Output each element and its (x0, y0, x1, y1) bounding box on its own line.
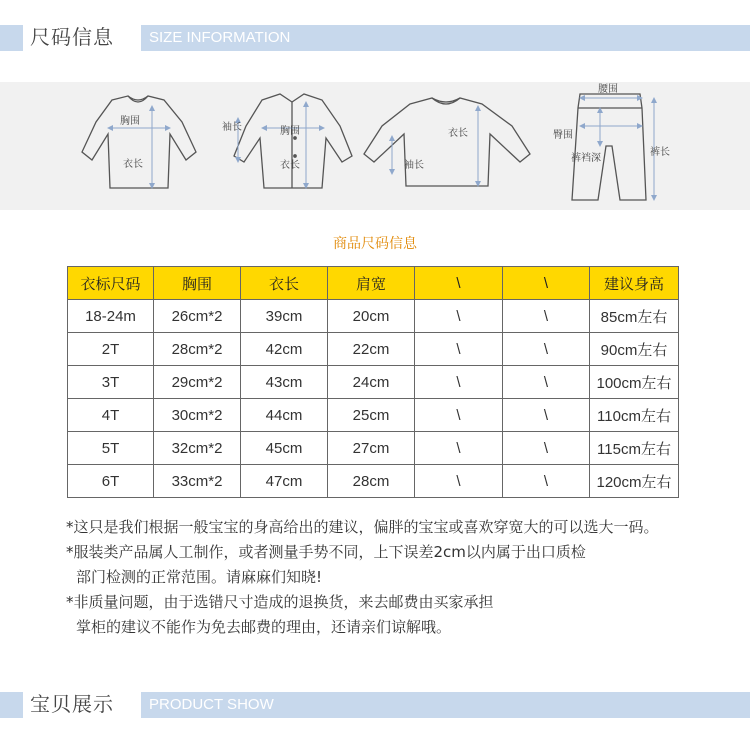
table-cell: 25cm (328, 399, 415, 432)
table-cell: 47cm (241, 465, 328, 498)
table-cell: 2T (68, 333, 154, 366)
table-title: 商品尺码信息 (333, 236, 417, 252)
section-title-cn: 尺码信息 (30, 25, 114, 49)
table-row (68, 366, 679, 399)
col-header: 胸围 (154, 267, 241, 300)
table-cell: 33cm*2 (154, 465, 241, 498)
col-header: \ (415, 267, 503, 300)
label-length-3: 衣长 (448, 128, 468, 139)
table-cell: 26cm*2 (154, 300, 241, 333)
table-cell: \ (503, 366, 590, 399)
table-cell: 4T (68, 399, 154, 432)
table-cell: \ (503, 300, 590, 333)
label-sleeve-3: 袖长 (404, 160, 424, 171)
table-cell: 28cm*2 (154, 333, 241, 366)
table-cell: 110cm左右 (590, 399, 679, 432)
table-cell: 90cm左右 (590, 333, 679, 366)
note-line: 部门检测的正常范围。请麻麻们知晓! (76, 568, 323, 586)
table-cell: 85cm左右 (590, 300, 679, 333)
table-cell: \ (415, 432, 503, 465)
table-cell: \ (503, 333, 590, 366)
label-pants-length: 裤长 (650, 147, 670, 158)
size-table (67, 266, 679, 498)
table-cell: 20cm (328, 300, 415, 333)
table-cell: 32cm*2 (154, 432, 241, 465)
table-row (68, 432, 679, 465)
label-length-2: 衣长 (280, 160, 300, 171)
table-cell: 27cm (328, 432, 415, 465)
table-cell: 18-24m (68, 300, 154, 333)
measurement-illustrations (0, 82, 750, 210)
table-cell: 3T (68, 366, 154, 399)
table-cell: 22cm (328, 333, 415, 366)
table-cell: \ (415, 333, 503, 366)
header-title-bar (141, 692, 750, 718)
table-cell: 30cm*2 (154, 399, 241, 432)
table-cell: \ (415, 465, 503, 498)
table-cell: 43cm (241, 366, 328, 399)
size-notes (66, 515, 746, 640)
table-cell: 28cm (328, 465, 415, 498)
table-cell: 42cm (241, 333, 328, 366)
section-title-en: PRODUCT SHOW (149, 696, 274, 713)
tshirt-diagram (82, 96, 196, 188)
section-header-product-show (0, 692, 750, 718)
table-cell: \ (503, 432, 590, 465)
table-cell: \ (415, 399, 503, 432)
table-cell: 39cm (241, 300, 328, 333)
table-cell: 120cm左右 (590, 465, 679, 498)
label-chest-2: 胸围 (280, 126, 300, 137)
label-waist: 腰围 (598, 84, 618, 95)
table-cell: 44cm (241, 399, 328, 432)
table-row (68, 399, 679, 432)
note-line: *这只是我们根据一般宝宝的身高给出的建议，偏胖的宝宝或喜欢穿宽大的可以选大一码。 (66, 518, 659, 536)
label-length-1: 衣长 (123, 159, 143, 170)
label-rise: 裤裆深 (571, 153, 601, 164)
table-cell: 24cm (328, 366, 415, 399)
note-line: 掌柜的建议不能作为免去邮费的理由，还请亲们谅解哦。 (76, 618, 452, 636)
pants-diagram (572, 94, 654, 200)
section-header-size-info (0, 25, 750, 51)
label-sleeve-2: 袖长 (222, 122, 242, 133)
table-cell: 5T (68, 432, 154, 465)
shirt-diagram (234, 94, 352, 188)
table-header-row (68, 267, 679, 300)
label-chest-1: 胸围 (120, 116, 140, 127)
col-header: 建议身高 (590, 267, 679, 300)
col-header: \ (503, 267, 590, 300)
table-cell: \ (503, 465, 590, 498)
label-hip: 臀围 (553, 130, 573, 141)
col-header: 衣标尺码 (68, 267, 154, 300)
col-header: 肩宽 (328, 267, 415, 300)
note-line: *非质量问题，由于选错尺寸造成的退换货，来去邮费由买家承担 (66, 593, 494, 611)
header-accent-bar (0, 25, 23, 51)
header-title-bar (141, 25, 750, 51)
section-title-cn: 宝贝展示 (30, 692, 114, 716)
table-cell: 6T (68, 465, 154, 498)
table-cell: \ (415, 300, 503, 333)
table-row (68, 465, 679, 498)
table-cell: 29cm*2 (154, 366, 241, 399)
col-header: 衣长 (241, 267, 328, 300)
table-cell: \ (415, 366, 503, 399)
section-title-en: SIZE INFORMATION (149, 29, 291, 46)
table-row (68, 300, 679, 333)
sweater-diagram (364, 98, 530, 186)
header-accent-bar (0, 692, 23, 718)
table-cell: 100cm左右 (590, 366, 679, 399)
table-cell: 45cm (241, 432, 328, 465)
note-line: *服装类产品属人工制作，或者测量手势不同，上下误差2cm以内属于出口质检 (66, 543, 586, 561)
table-cell: 115cm左右 (590, 432, 679, 465)
table-row (68, 333, 679, 366)
table-cell: \ (503, 399, 590, 432)
